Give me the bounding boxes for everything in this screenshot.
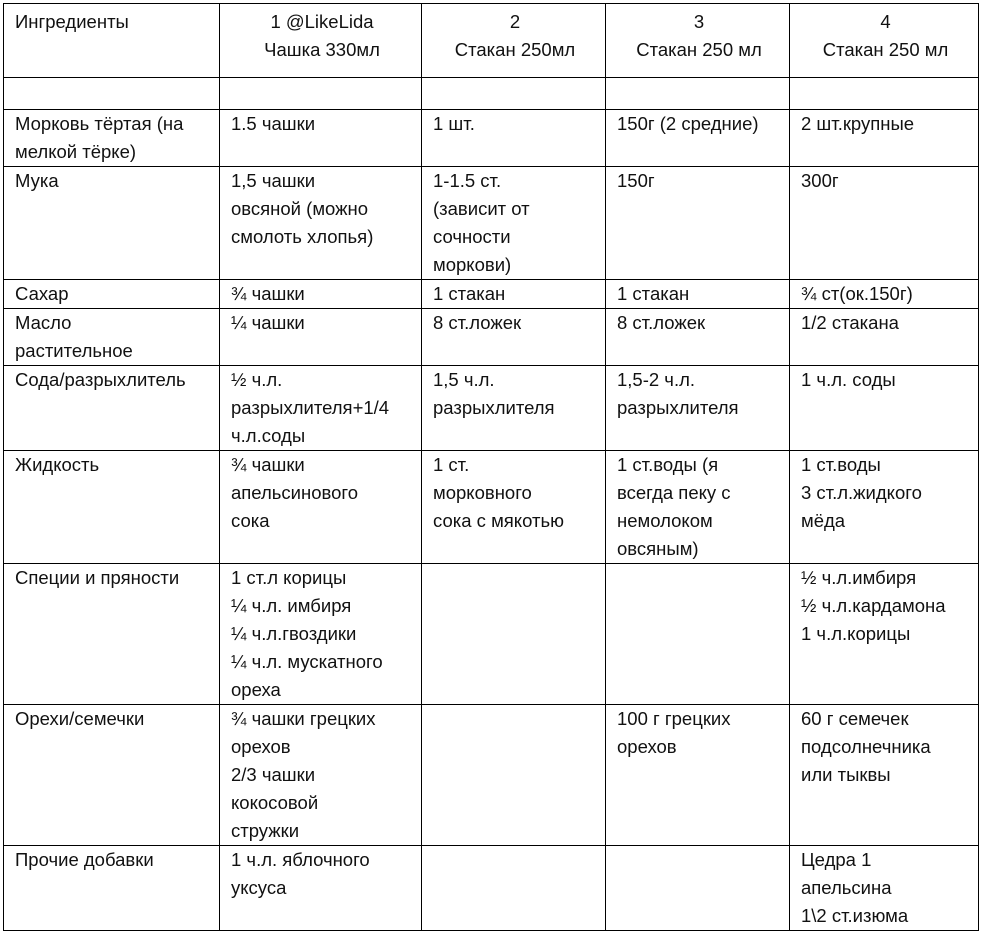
recipe-4-cell <box>790 564 979 705</box>
table-row <box>4 366 979 451</box>
header-ingredients-label: Ингредиенты <box>15 11 129 32</box>
cell-line: 1 ст.л корицы <box>231 567 347 588</box>
recipe-4-cell <box>790 705 979 846</box>
ingredient-name-cell <box>4 705 220 846</box>
cell-line: ½ ч.л.кардамона <box>801 595 946 616</box>
cell-line: 1 ст. <box>433 454 470 475</box>
cell-line: Цедра 1 <box>801 849 872 870</box>
cell-line: мёда <box>801 510 846 531</box>
cell-line: 1 стакан <box>617 283 690 304</box>
cell-line: 1 шт. <box>433 113 475 134</box>
table-body <box>4 4 979 931</box>
cell-line: сочности <box>433 226 511 247</box>
cell-line: 1 ст.воды (я <box>617 454 719 475</box>
empty-cell <box>606 78 790 110</box>
header-row <box>4 4 979 78</box>
cell-line: сока с мякотью <box>433 510 564 531</box>
recipe-1-cell <box>220 451 422 564</box>
ingredient-name-line: Морковь тёртая (на <box>15 113 184 134</box>
cell-line: подсолнечника <box>801 736 931 757</box>
ingredient-name-line: Прочие добавки <box>15 849 154 870</box>
recipe-3-cell <box>606 846 790 931</box>
recipe-2-cell <box>422 451 606 564</box>
cell-line: ¾ чашки <box>231 283 305 304</box>
cell-line: или тыквы <box>801 764 891 785</box>
column-1-measure: Чашка 330мл <box>264 39 380 60</box>
empty-row <box>4 78 979 110</box>
table-row <box>4 167 979 280</box>
cell-line: ¼ ч.л.гвоздики <box>231 623 357 644</box>
recipe-4-cell <box>790 846 979 931</box>
cell-line: апельсина <box>801 877 892 898</box>
recipe-1-cell <box>220 564 422 705</box>
cell-line: ¼ ч.л. мускатного <box>231 651 383 672</box>
cell-line: 1,5 чашки <box>231 170 316 191</box>
cell-line: 1 ч.л. соды <box>801 369 896 390</box>
header-column-3 <box>606 4 790 78</box>
table-row <box>4 846 979 931</box>
cell-line: немолоком <box>617 510 713 531</box>
recipe-2-cell <box>422 846 606 931</box>
table-row <box>4 280 979 309</box>
recipe-2-cell <box>422 366 606 451</box>
recipe-1-cell <box>220 309 422 366</box>
ingredients-table <box>3 3 979 931</box>
table-row <box>4 309 979 366</box>
cell-line: 1\2 ст.изюма <box>801 905 909 926</box>
cell-line: орехов <box>231 736 291 757</box>
ingredient-name-cell <box>4 110 220 167</box>
recipe-4-cell <box>790 167 979 280</box>
recipe-3-cell <box>606 167 790 280</box>
cell-line: 2/3 чашки <box>231 764 316 785</box>
table-row <box>4 110 979 167</box>
header-column-2 <box>422 4 606 78</box>
recipe-3-cell <box>606 366 790 451</box>
cell-line: кокосовой <box>231 792 319 813</box>
recipe-3-cell <box>606 705 790 846</box>
cell-line: ч.л.соды <box>231 425 306 446</box>
cell-line: 150г <box>617 170 655 191</box>
cell-line: ¼ ч.л. имбиря <box>231 595 352 616</box>
recipe-4-cell <box>790 110 979 167</box>
recipe-1-cell <box>220 110 422 167</box>
table-row <box>4 564 979 705</box>
cell-line: смолоть хлопья) <box>231 226 374 247</box>
ingredient-name-cell <box>4 451 220 564</box>
cell-line: 60 г семечек <box>801 708 909 729</box>
ingredient-name-line: Специи и пряности <box>15 567 180 588</box>
recipe-2-cell <box>422 167 606 280</box>
recipe-1-cell <box>220 705 422 846</box>
cell-line: ореха <box>231 679 281 700</box>
cell-line: 2 шт.крупные <box>801 113 915 134</box>
cell-line: 1 стакан <box>433 283 506 304</box>
column-3-number: 3 <box>693 11 705 32</box>
cell-line: 1,5-2 ч.л. <box>617 369 696 390</box>
ingredient-name-cell <box>4 280 220 309</box>
ingredient-name-line: Масло <box>15 312 72 333</box>
cell-line: 1/2 стакана <box>801 312 899 333</box>
recipe-1-cell <box>220 366 422 451</box>
header-column-1 <box>220 4 422 78</box>
cell-line: 8 ст.ложек <box>433 312 522 333</box>
column-4-measure: Стакан 250 мл <box>822 39 949 60</box>
cell-line: 1,5 ч.л. <box>433 369 495 390</box>
cell-line: 300г <box>801 170 839 191</box>
cell-line: 100 г грецких <box>617 708 731 729</box>
column-2-number: 2 <box>509 11 521 32</box>
cell-line: ¾ чашки грецких <box>231 708 376 729</box>
cell-line: 1 ч.л. яблочного <box>231 849 370 870</box>
ingredient-name-cell <box>4 846 220 931</box>
cell-line: моркови) <box>433 254 512 275</box>
cell-line: (зависит от <box>433 198 530 219</box>
column-1-number: 1 @LikeLida <box>270 11 374 32</box>
ingredient-name-line: Орехи/семечки <box>15 708 145 729</box>
recipe-4-cell <box>790 451 979 564</box>
ingredient-name-line: Сода/разрыхлитель <box>15 369 186 390</box>
cell-line: овсяной (можно <box>231 198 368 219</box>
recipe-2-cell <box>422 564 606 705</box>
recipe-2-cell <box>422 309 606 366</box>
cell-line: овсяным) <box>617 538 699 559</box>
recipe-2-cell <box>422 705 606 846</box>
recipe-1-cell <box>220 167 422 280</box>
cell-line: апельсинового <box>231 482 359 503</box>
empty-cell <box>4 78 220 110</box>
ingredient-name-line: мелкой тёрке) <box>15 141 137 162</box>
ingredient-name-cell <box>4 366 220 451</box>
header-ingredients-cell <box>4 4 220 78</box>
ingredient-name-line: Жидкость <box>15 454 100 475</box>
recipe-4-cell <box>790 309 979 366</box>
cell-line: 8 ст.ложек <box>617 312 706 333</box>
recipe-3-cell <box>606 451 790 564</box>
cell-line: разрыхлителя <box>617 397 739 418</box>
ingredient-name-cell <box>4 167 220 280</box>
cell-line: разрыхлителя+1/4 <box>231 397 390 418</box>
recipe-3-cell <box>606 280 790 309</box>
recipe-1-cell <box>220 846 422 931</box>
recipe-2-cell <box>422 280 606 309</box>
table-row <box>4 451 979 564</box>
empty-cell <box>790 78 979 110</box>
cell-line: разрыхлителя <box>433 397 555 418</box>
cell-line: 1 ч.л.корицы <box>801 623 911 644</box>
header-column-4 <box>790 4 979 78</box>
cell-line: 1.5 чашки <box>231 113 316 134</box>
cell-line: орехов <box>617 736 677 757</box>
cell-line: 3 ст.л.жидкого <box>801 482 922 503</box>
cell-line: сока <box>231 510 270 531</box>
cell-line: 1 ст.воды <box>801 454 881 475</box>
ingredient-name-line: Сахар <box>15 283 69 304</box>
recipe-3-cell <box>606 309 790 366</box>
recipe-2-cell <box>422 110 606 167</box>
ingredient-name-cell <box>4 564 220 705</box>
cell-line: ¼ чашки <box>231 312 305 333</box>
recipe-1-cell <box>220 280 422 309</box>
cell-line: 150г (2 средние) <box>617 113 759 134</box>
cell-line: ½ ч.л. <box>231 369 283 390</box>
empty-cell <box>422 78 606 110</box>
cell-line: стружки <box>231 820 300 841</box>
cell-line: ¾ чашки <box>231 454 305 475</box>
recipe-3-cell <box>606 110 790 167</box>
table-row <box>4 705 979 846</box>
cell-line: ¾ ст(ок.150г) <box>801 283 913 304</box>
cell-line: уксуса <box>231 877 287 898</box>
recipe-4-cell <box>790 366 979 451</box>
ingredient-name-cell <box>4 309 220 366</box>
recipe-3-cell <box>606 564 790 705</box>
ingredient-name-line: Мука <box>15 170 59 191</box>
recipe-4-cell <box>790 280 979 309</box>
cell-line: ½ ч.л.имбиря <box>801 567 917 588</box>
column-2-measure: Стакан 250мл <box>454 39 576 60</box>
ingredient-name-line: растительное <box>15 340 133 361</box>
cell-line: морковного <box>433 482 532 503</box>
cell-line: 1-1.5 ст. <box>433 170 502 191</box>
column-3-measure: Стакан 250 мл <box>636 39 762 60</box>
empty-cell <box>220 78 422 110</box>
cell-line: всегда пеку с <box>617 482 731 503</box>
column-4-number: 4 <box>880 11 891 32</box>
